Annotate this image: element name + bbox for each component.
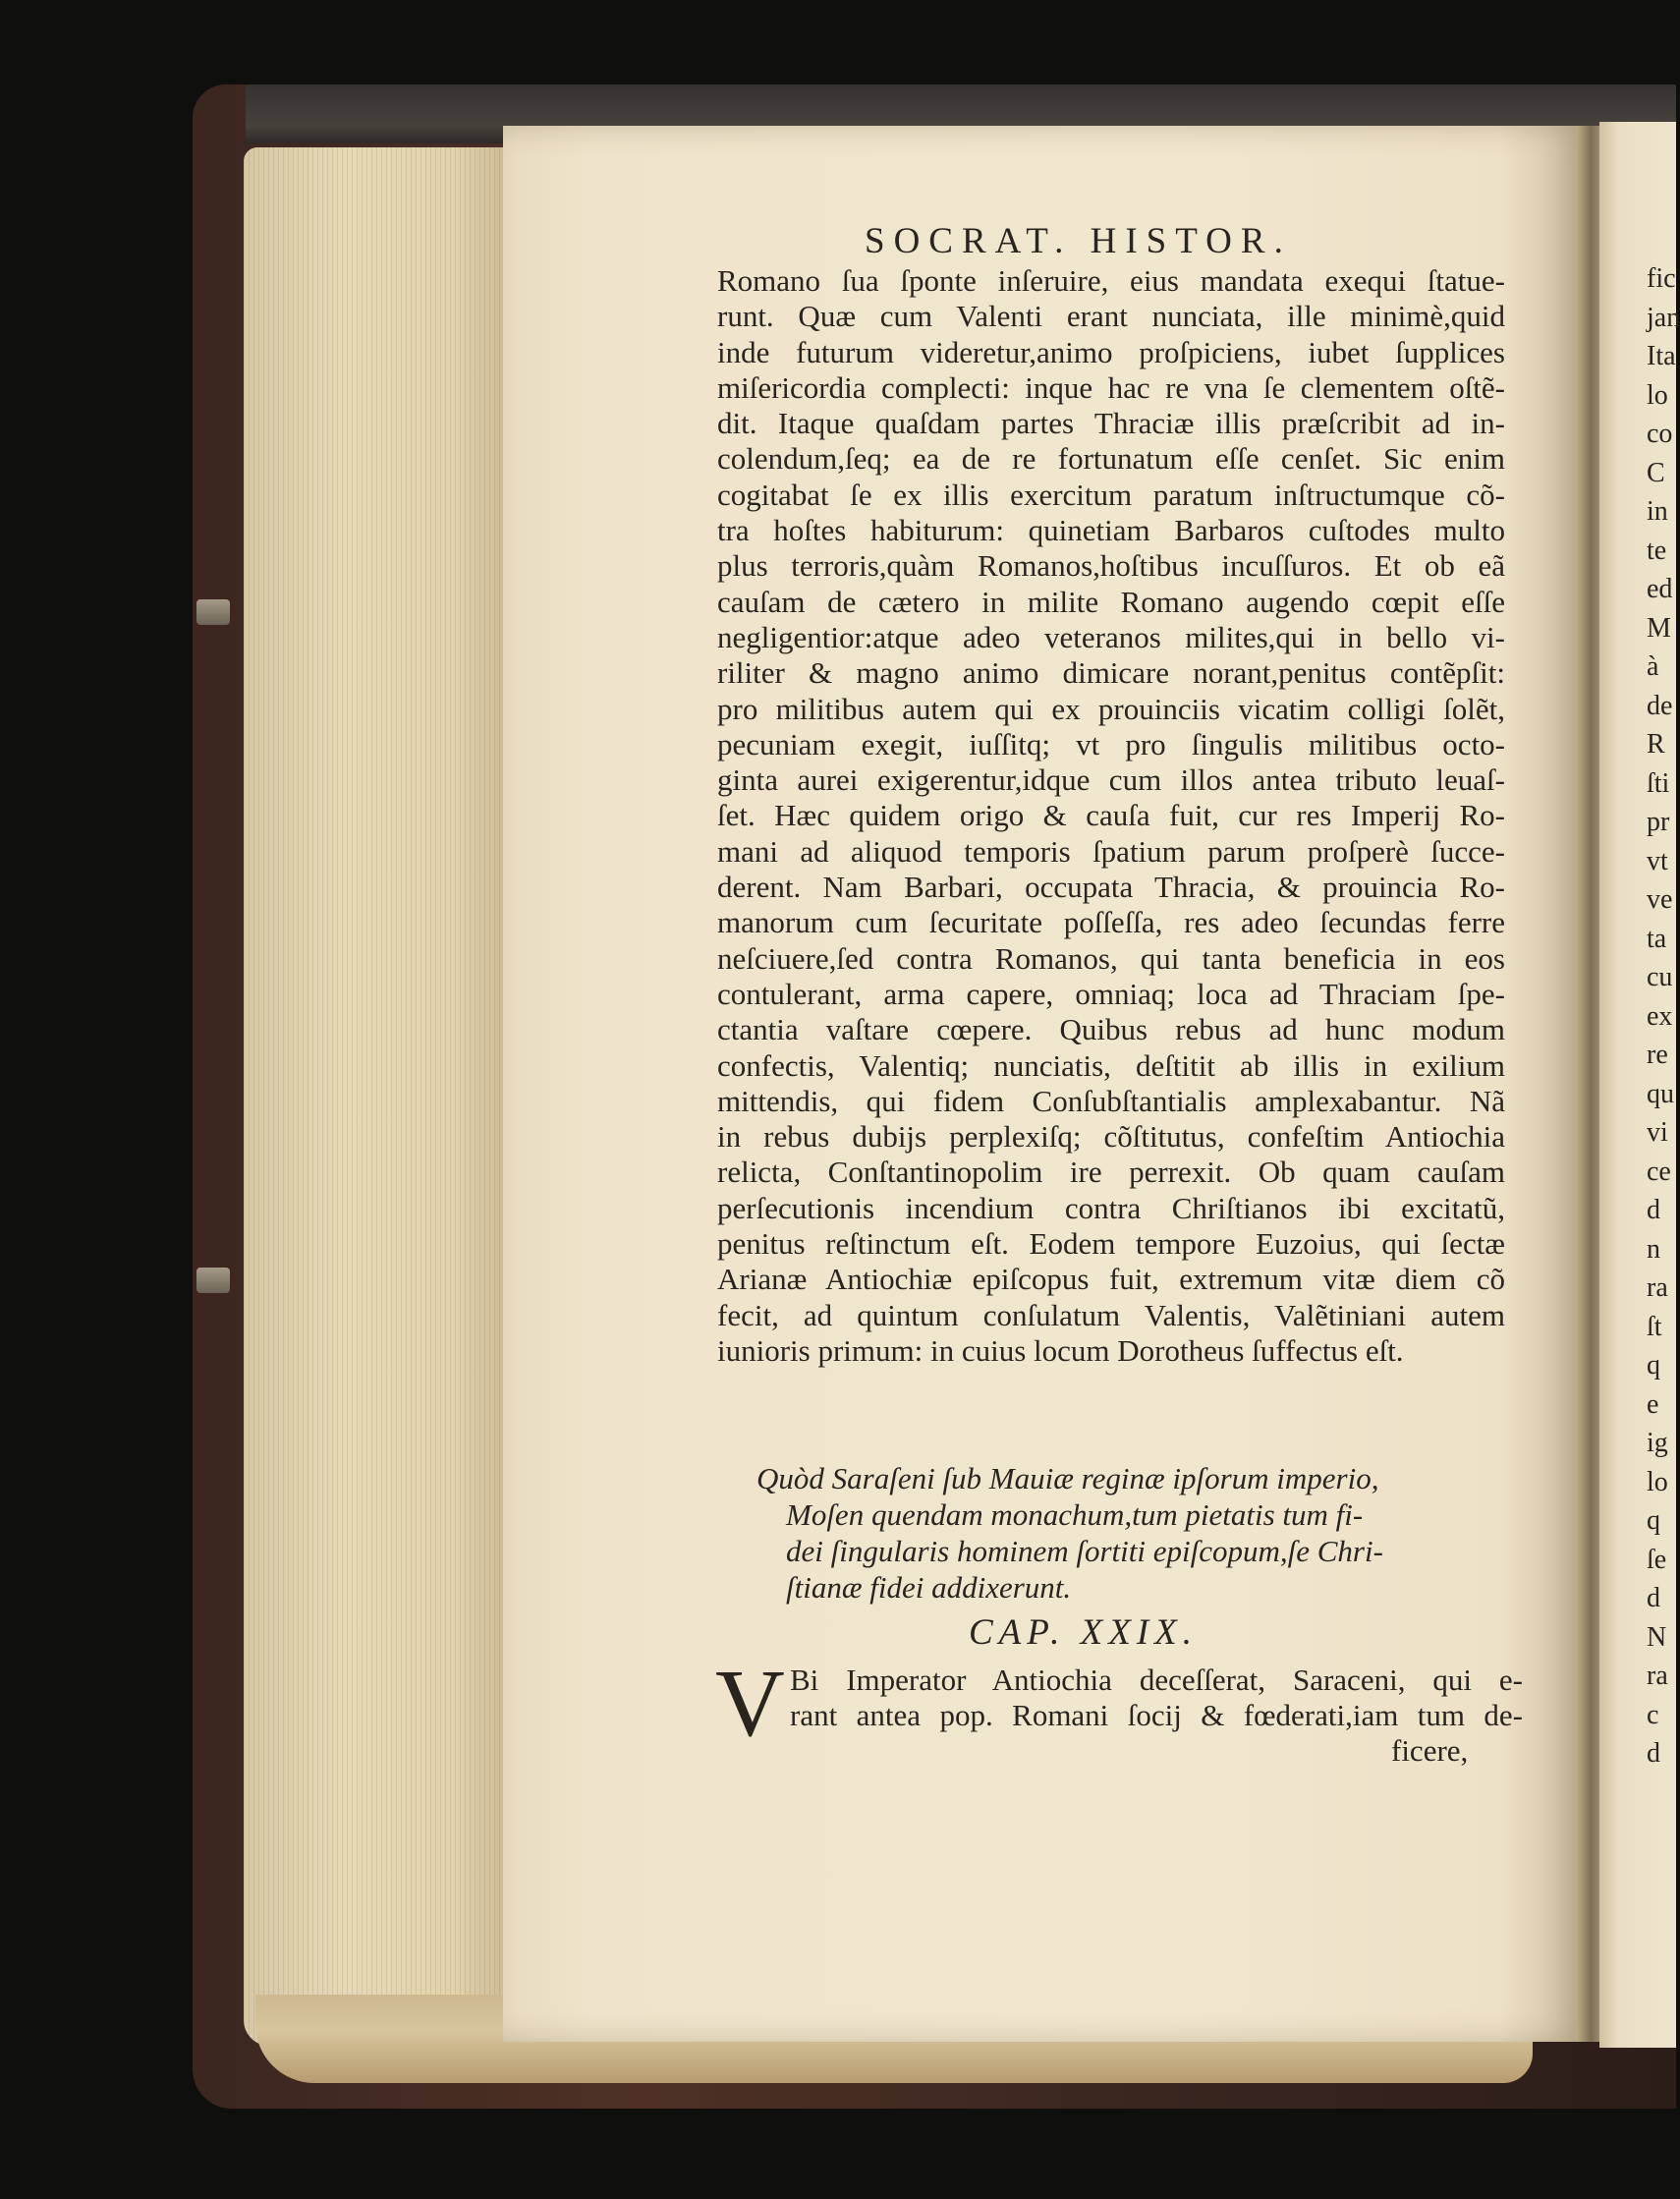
facing-line-fragment: n: [1647, 1233, 1660, 1265]
facing-line-fragment: vt: [1647, 845, 1668, 876]
body-line: relicta, Conſtantinopolim ire perrexit. Ob quam cauſam: [717, 1155, 1505, 1190]
facing-line-fragment: lo: [1647, 379, 1668, 411]
facing-line-fragment: de: [1647, 690, 1673, 721]
facing-line-fragment: ce: [1647, 1156, 1671, 1187]
body-line: miſericordia complecti: inque hac re vna ſe clementem oſtẽ-: [717, 369, 1505, 405]
final-line: Bi Imperator Antiochia deceſſerat, Saraceni, qui e-: [790, 1663, 1523, 1697]
facing-line-fragment: ve: [1647, 884, 1673, 915]
clasp-bottom: [196, 1268, 230, 1293]
body-line: inde futurum videretur,animo proſpiciens, iubet ſupplices: [717, 334, 1505, 369]
facing-line-fragment: M: [1647, 612, 1671, 644]
facing-line-fragment: co: [1647, 419, 1673, 449]
page-edges: [244, 147, 507, 2046]
body-line: plus terroris,quàm Romanos,hoſtibus incuſſuros. Et ob eã: [717, 548, 1505, 584]
facing-line-fragment: à: [1647, 651, 1659, 682]
facing-line-fragment: ta: [1647, 923, 1667, 954]
facing-line-fragment: q: [1647, 1505, 1660, 1536]
facing-line-fragment: C: [1647, 457, 1665, 488]
body-line: mani ad aliquod temporis ſpatium parum proſperè ſucce-: [717, 833, 1505, 869]
body-line: in rebus dubijs perplexiſq; cõſtitutus, confeſtim Antiochia: [717, 1119, 1505, 1155]
body-line: confectis, Valentiq; nunciatis, deſtitit ab illis in exilium: [717, 1047, 1505, 1083]
body-line: cogitabat ſe ex illis exercitum paratum inſtructumque cõ-: [717, 477, 1505, 512]
running-head: SOCRAT. HISTOR.: [865, 221, 1292, 261]
facing-line-fragment: re: [1647, 1040, 1668, 1070]
facing-line-fragment: jan: [1647, 302, 1680, 333]
chapter-summary: [756, 1460, 1503, 1606]
body-line: negligentior:atque adeo veteranos milites,qui in bello vi-: [717, 619, 1505, 654]
body-line: manorum cum ſecuritate poſſeſſa, res adeo ſecundas ferre: [717, 905, 1505, 940]
facing-line-fragment: ex: [1647, 1000, 1673, 1032]
clasp-top: [196, 599, 230, 625]
caption-line: ſtianæ fidei addixerunt.: [786, 1570, 1072, 1605]
body-line: Arianæ Antiochiæ epiſcopus fuit, extremum vitæ diem cõ: [717, 1262, 1505, 1297]
body-line: contulerant, arma capere, omniaq; loca ad Thraciam ſpe-: [717, 976, 1505, 1011]
body-line: derent. Nam Barbari, occupata Thracia, & prouincia Ro-: [717, 870, 1505, 905]
facing-line-fragment: ſti: [1647, 767, 1670, 799]
facing-line-fragment: in: [1647, 496, 1668, 527]
facing-line-fragment: d: [1647, 1738, 1660, 1769]
body-line: mittendis, qui fidem Conſubſtantialis amplexabantur. Nã: [717, 1083, 1505, 1118]
facing-line-fragment: R: [1647, 729, 1665, 760]
facing-line-fragment: q: [1647, 1350, 1660, 1381]
body-line: cauſam de cætero in milite Romano augendo cœpit eſſe: [717, 584, 1505, 619]
facing-line-fragment: ed: [1647, 574, 1673, 604]
facing-line-fragment: c: [1647, 1699, 1659, 1730]
body-line: pecuniam exegit, iuſſitq; vt pro ſingulis militibus octo-: [717, 726, 1505, 761]
facing-line-fragment: cu: [1647, 962, 1673, 992]
body-line: iunioris primum: in cuius locum Dorotheus ſuffectus eſt.: [717, 1332, 1404, 1368]
final-line: rant antea pop. Romani ſocij & fœderati,iam tum de-: [790, 1698, 1523, 1733]
facing-line-fragment: ra: [1647, 1272, 1668, 1303]
catchword: ficere,: [1391, 1733, 1469, 1768]
body-line: neſciuere,ſed contra Romanos, qui tanta beneficia in eos: [717, 940, 1505, 976]
body-line: riliter & magno animo dimicare norant,penitus contẽpſit:: [717, 655, 1505, 691]
facing-line-fragment: ig: [1647, 1428, 1668, 1458]
body-line: ginta aurei exigerentur,idque cum illos antea tributo leuaſ-: [717, 762, 1505, 798]
facing-line-fragment: N: [1647, 1621, 1667, 1653]
body-line: penitus reſtinctum eſt. Eodem tempore Euzoius, qui ſectæ: [717, 1226, 1505, 1262]
body-line: fecit, ad quintum conſulatum Valentis, Valẽtiniani autem: [717, 1297, 1505, 1332]
facing-line-fragment: d: [1647, 1583, 1660, 1613]
facing-line-fragment: pr: [1647, 807, 1670, 837]
chapter-heading: CAP. XXIX.: [969, 1612, 1198, 1653]
facing-line-fragment: lo: [1647, 1466, 1668, 1497]
body-line: perſecutionis incendium contra Chriſtianos ibi excitatũ,: [717, 1190, 1505, 1225]
body-line: colendum,ſeq; ea de re fortunatum eſſe cenſet. Sic enim: [717, 441, 1505, 477]
facing-line-fragment: d: [1647, 1195, 1660, 1225]
caption-line: Quòd Saraſeni ſub Mauiæ reginæ ipſorum imperio,: [756, 1461, 1379, 1495]
facing-line-fragment: vi: [1647, 1117, 1668, 1148]
body-text: [717, 263, 1505, 1369]
facing-line-fragment: qu: [1647, 1078, 1674, 1109]
facing-line-fragment: fic: [1647, 263, 1676, 294]
body-line: dit. Itaque quaſdam partes Thraciæ illis præſcribit ad in-: [717, 406, 1505, 441]
facing-line-fragment: Ita: [1647, 341, 1676, 371]
caption-line: dei ſingularis hominem ſortiti epiſcopum,ſe Chri-: [786, 1534, 1383, 1568]
facing-line-fragment: ſe: [1647, 1544, 1667, 1575]
facing-line-fragment: te: [1647, 535, 1667, 566]
body-line: Romano ſua ſponte inſeruire, eius mandata exequi ſtatue-: [717, 263, 1505, 298]
facing-line-fragment: ra: [1647, 1661, 1668, 1691]
drop-cap: V: [715, 1651, 785, 1757]
body-line: pro militibus autem qui ex prouinciis vicatim colligi ſolẽt,: [717, 691, 1505, 726]
body-line: ctantia vaſtare cœpere. Quibus rebus ad hunc modum: [717, 1012, 1505, 1047]
body-line: runt. Quæ cum Valenti erant nunciata, ille minimè,quid: [717, 299, 1505, 334]
caption-line: Moſen quendam monachum,tum pietatis tum fi-: [786, 1497, 1364, 1532]
facing-line-fragment: ſt: [1647, 1311, 1662, 1342]
body-line: ſet. Hæc quidem origo & cauſa fuit, cur res Imperij Ro-: [717, 798, 1505, 833]
final-paragraph: [790, 1663, 1523, 1734]
body-line: tra hoſtes habiturum: quinetiam Barbaros cuſtodes multo: [717, 513, 1505, 548]
facing-line-fragment: e: [1647, 1388, 1659, 1420]
